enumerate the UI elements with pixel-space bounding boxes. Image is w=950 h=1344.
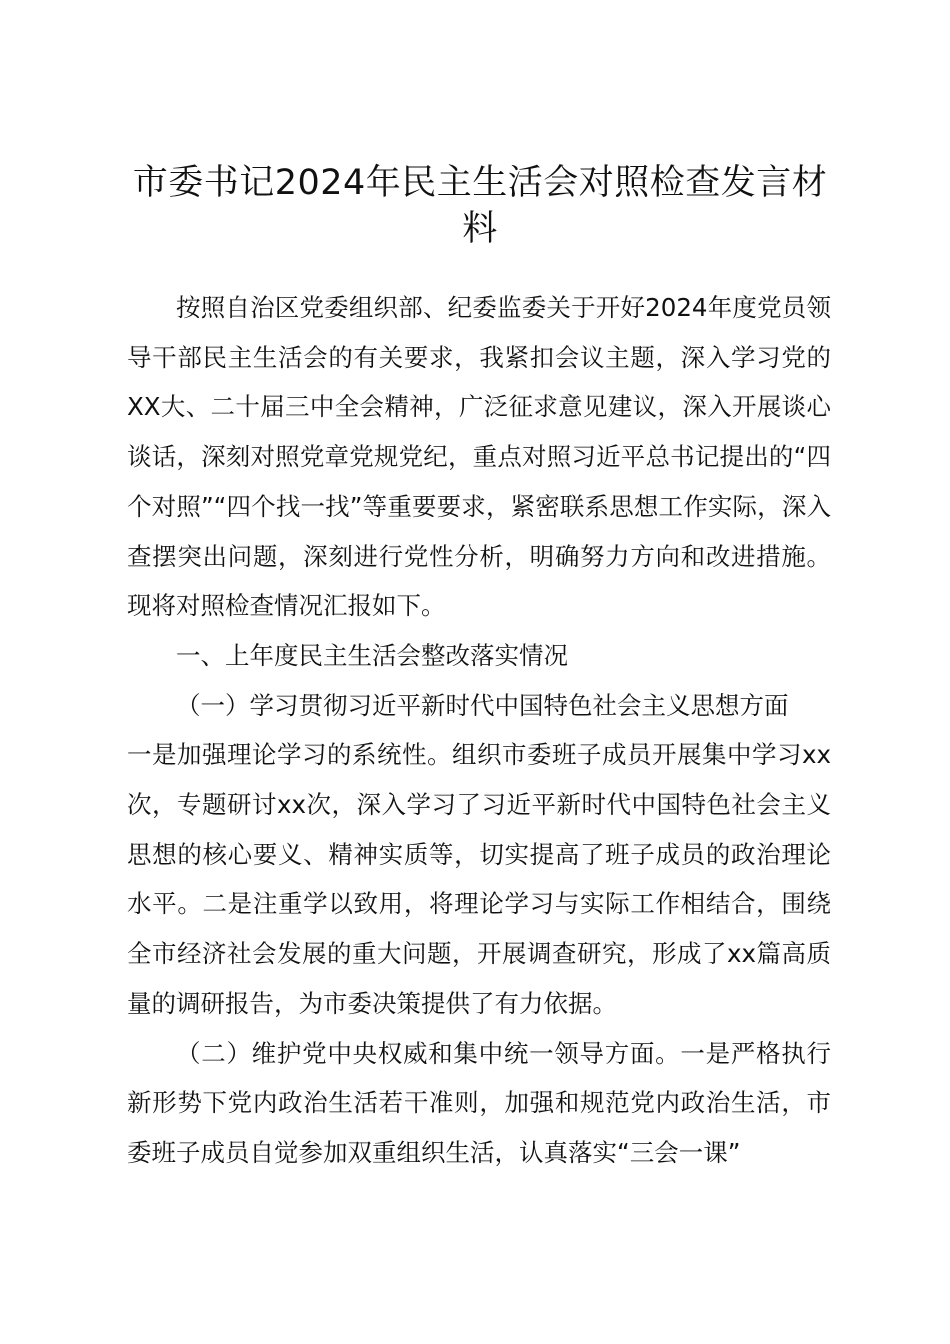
intro-paragraph: 按照自治区党委组织部、纪委监委关于开好2024年度党员领导干部民主生活会的有关要求，我紧扣会议主题，深入学习党的XX大、二十届三中全会精神，广泛征求意见建议，深入开展谈心谈话，深刻对照党章党规党纪，重点对照习近平总书记提出的“四个对照”“四个找一找”等重要要求，紧密联系思想工作实际，深入查摆突出问题，深刻进行党性分析，明确努力方向和改进措施。现将对照检查情况汇报如下。 [127, 293, 831, 621]
body-paragraph: 一是加强理论学习的系统性。组织市委班子成员开展集中学习xx次，专题研讨xx次，深入学习了习近平新时代中国特色社会主义思想的核心要义、精神实质等，切实提高了班子成员的政治理论水平。二是注重学以致用，将理论学习与实际工作相结合，围绕全市经济社会发展的重大问题，开展调查研究，形成了xx篇高质量的调研报告，为市委决策提供了有力依据。 [127, 740, 831, 1018]
document-body [127, 283, 831, 1178]
subsection-heading: （一）学习贯彻习近平新时代中国特色社会主义思想方面 [176, 690, 789, 720]
body-paragraph: （二）维护党中央权威和集中统一领导方面。一是严格执行新形势下党内政治生活若干准则，加强和规范党内政治生活，市委班子成员自觉参加双重组织生活，认真落实“三会一课” [127, 1038, 831, 1167]
section-heading: 一、上年度民主生活会整改落实情况 [176, 640, 568, 670]
document-title: 市委书记2024年民主生活会对照检查发言材料 [132, 163, 828, 249]
